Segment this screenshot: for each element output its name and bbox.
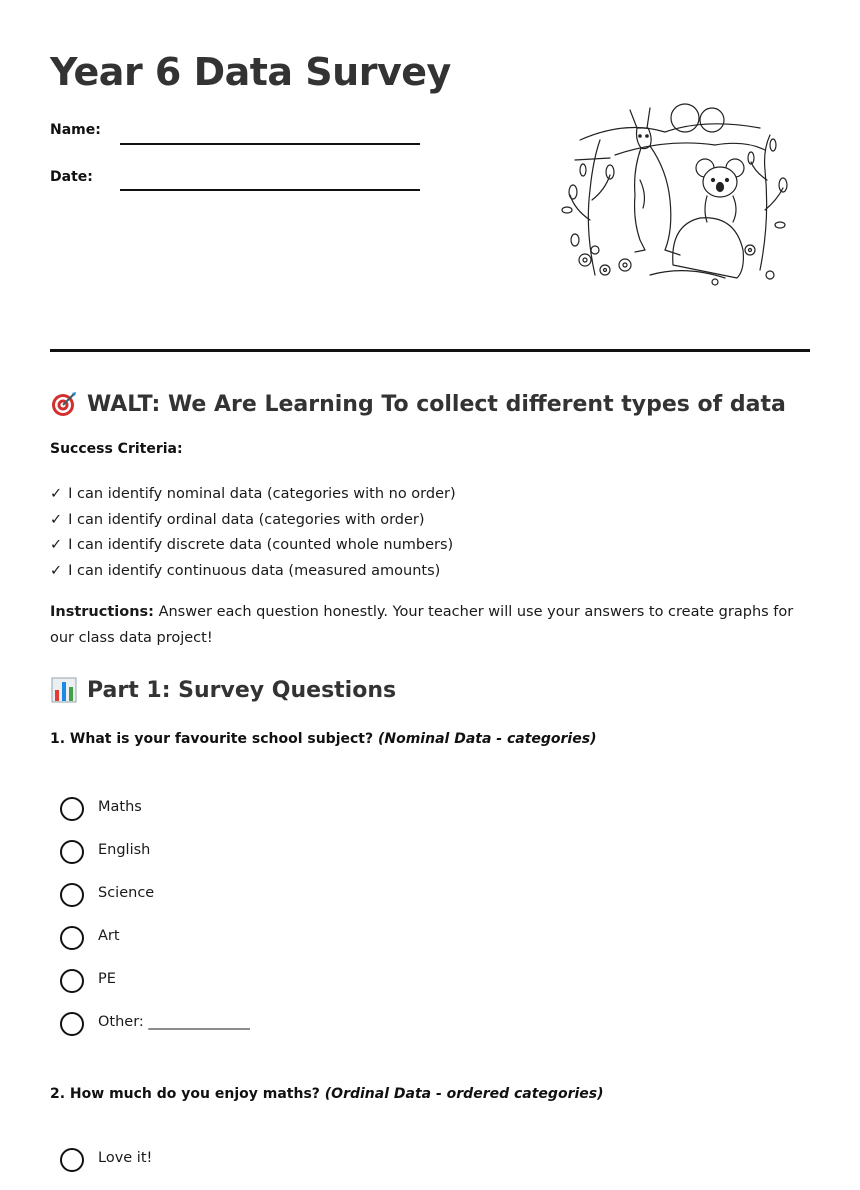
check-icon: ✓ xyxy=(50,537,63,554)
date-label: Date: xyxy=(50,169,93,185)
radio-circle[interactable] xyxy=(60,969,84,993)
option-pe[interactable]: PE xyxy=(60,968,250,1011)
question-type-note: (Nominal Data - categories) xyxy=(377,731,597,747)
question-2: 2. How much do you enjoy maths? (Ordinal Data - ordered categories) xyxy=(50,1086,604,1102)
success-criteria-label: Success Criteria: xyxy=(50,441,183,457)
question-1: 1. What is your favourite school subject? (Nominal Data - categories) xyxy=(50,731,597,747)
option-other[interactable]: Other: ______________ xyxy=(60,1011,250,1054)
date-field[interactable] xyxy=(120,189,420,191)
name-label: Name: xyxy=(50,122,101,138)
check-icon: ✓ xyxy=(50,562,63,579)
page-title: Year 6 Data Survey xyxy=(50,50,451,94)
radio-circle[interactable] xyxy=(60,797,84,821)
question-type-note: (Ordinal Data - ordered categories) xyxy=(324,1086,604,1102)
instructions-label: Instructions: xyxy=(50,604,154,620)
bar-chart-icon xyxy=(50,676,78,704)
question-1-options xyxy=(60,796,250,1054)
criteria-item: ✓ I can identify nominal data (categories with no order) xyxy=(50,486,456,502)
header-divider xyxy=(50,349,810,352)
check-icon: ✓ xyxy=(50,511,63,528)
success-criteria-list xyxy=(50,482,456,584)
radio-circle[interactable] xyxy=(60,926,84,950)
check-icon: ✓ xyxy=(50,486,63,502)
question-2-options xyxy=(60,1147,152,1190)
radio-circle[interactable] xyxy=(60,1012,84,1036)
option-maths[interactable]: Maths xyxy=(60,796,250,839)
radio-circle[interactable] xyxy=(60,883,84,907)
target-icon xyxy=(50,390,78,418)
kangaroo-koala-illustration xyxy=(555,100,790,290)
criteria-item: ✓ I can identify discrete data (counted whole numbers) xyxy=(50,537,454,554)
part1-heading xyxy=(50,676,396,704)
option-english[interactable]: English xyxy=(60,839,250,882)
part1-heading-text: Part 1: Survey Questions xyxy=(87,677,397,703)
name-field[interactable] xyxy=(120,143,420,145)
criteria-item: ✓ I can identify continuous data (measured amounts) xyxy=(50,562,441,579)
option-science[interactable]: Science xyxy=(60,882,250,925)
option-love-it[interactable]: Love it! xyxy=(60,1147,152,1190)
walt-heading-text: WALT: We Are Learning To collect different types of data xyxy=(87,391,786,417)
radio-circle[interactable] xyxy=(60,840,84,864)
walt-heading xyxy=(50,390,786,418)
instructions-paragraph xyxy=(50,599,805,651)
option-art[interactable]: Art xyxy=(60,925,250,968)
instructions-text: Answer each question honestly. Your teacher will use your answers to create graphs for our class data project! xyxy=(50,604,794,646)
radio-circle[interactable] xyxy=(60,1148,84,1172)
criteria-item: ✓ I can identify ordinal data (categories with order) xyxy=(50,511,425,528)
